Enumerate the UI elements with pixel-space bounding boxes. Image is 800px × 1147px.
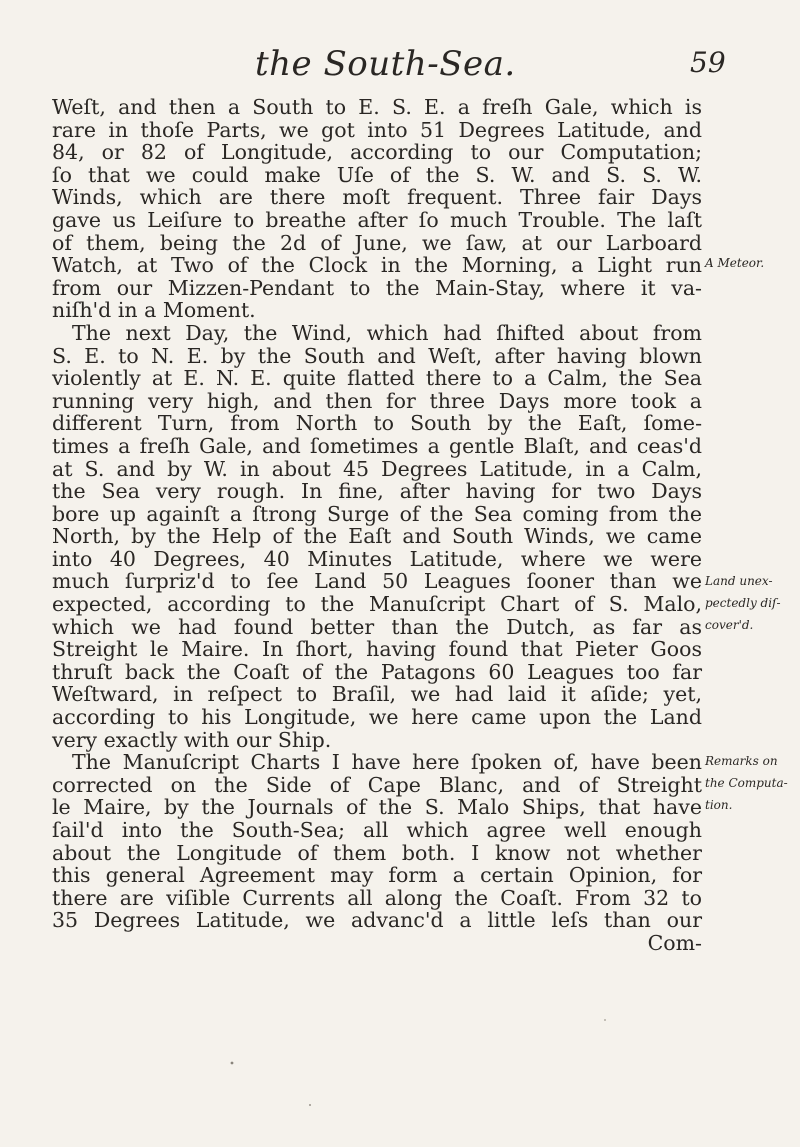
margin-note-land-line-1: Land unex-	[705, 574, 773, 588]
text-line: times a freſh Gale, and ſometimes a gentle Blaſt, and ceas'd	[52, 433, 702, 458]
text-line: The Manuſcript Charts I have here ſpoken of, have been	[72, 750, 702, 775]
text-line: about the Longitude of them both. I know not whether	[52, 840, 702, 865]
text-line: into 40 Degrees, 40 Minutes Latitude, where we were	[52, 546, 702, 571]
text-line: bore up againſt a ſtrong Surge of the Sea coming from the	[52, 501, 702, 526]
paper-speck	[309, 1104, 311, 1106]
text-line: which we had found better than the Dutch, as far as	[52, 614, 702, 639]
text-line: 35 Degrees Latitude, we advanc'd a little leſs than our	[52, 908, 702, 933]
text-line: Weſt, and then a South to E. S. E. a freſh Gale, which is	[52, 95, 702, 119]
text-line: from our Mizzen-Pendant to the Main-Stay, where it va-	[52, 275, 702, 300]
catchword: Com-	[647, 930, 702, 955]
text-line: The next Day, the Wind, which had ſhifted about from	[72, 320, 702, 345]
text-line: Watch, at Two of the Clock in the Morning, a Light run	[52, 253, 702, 278]
running-head	[0, 36, 800, 86]
body-text	[52, 96, 702, 955]
paper-speck	[231, 1062, 234, 1065]
text-line: at S. and by W. in about 45 Degrees Latitude, in a Calm,	[52, 456, 702, 481]
page-number: 59	[690, 46, 726, 79]
text-line: according to his Longitude, we here came upon the Land	[52, 705, 702, 730]
text-line: the Sea very rough. In fine, after having for two Days	[52, 479, 702, 504]
text-line: of them, being the 2d of June, we ſaw, at our Larboard	[52, 230, 702, 255]
margin-note-meteor: A Meteor.	[705, 256, 765, 270]
text-line: running very high, and then for three Days more took a	[52, 388, 702, 413]
text-line: thruſt back the Coaſt of the Patagons 60 Leagues too far	[52, 659, 702, 684]
text-line: le Maire, by the Journals of the S. Malo Ships, that have	[52, 795, 702, 820]
text-line: Streight le Maire. In ſhort, having found that Pieter Goos	[52, 637, 702, 662]
text-line: expected, according to the Manuſcript Chart of S. Malo,	[52, 592, 702, 617]
text-line: Winds, which are there moſt frequent. Three fair Days	[52, 185, 702, 210]
margin-note-land-line-3: cover'd.	[705, 618, 754, 632]
text-line: 84, or 82 of Longitude, according to our Computation;	[52, 140, 702, 165]
text-line: Weſtward, in reſpect to Braſil, we had laid it aſide; yet,	[52, 682, 702, 707]
text-line: ſo that we could make Uſe of the S. W. and S. S. W.	[52, 162, 702, 187]
text-line: much ſurpriz'd to ſee Land 50 Leagues ſooner than we	[52, 569, 702, 594]
text-line: very exactly with our Ship.	[52, 727, 332, 752]
text-line: corrected on the Side of Cape Blanc, and of Streight	[52, 772, 702, 797]
running-title: the South-Sea.	[255, 44, 516, 84]
text-line: this general Agreement may form a certain Opinion, for	[52, 863, 702, 888]
text-line: S. E. to N. E. by the South and Weſt, after having blown	[52, 343, 702, 368]
margin-note-remarks-line-2: the Computa-	[705, 776, 788, 790]
text-line: gave us Leiſure to breathe after ſo much Trouble. The laſt	[52, 207, 702, 232]
margin-note-remarks-line-3: tion.	[705, 798, 733, 812]
text-line: violently at E. N. E. quite flatted there to a Calm, the Sea	[52, 366, 702, 391]
text-line: there are viſible Currents all along the Coaſt. From 32 to	[52, 885, 702, 910]
margin-note-land-line-2: pectedly diſ-	[705, 596, 781, 610]
text-line: ſail'd into the South-Sea; all which agree well enough	[52, 818, 702, 842]
text-line: different Turn, from North to South by the Eaſt, ſome-	[52, 411, 702, 436]
text-line: rare in thoſe Parts, we got into 51 Degrees Latitude, and	[52, 117, 702, 142]
margin-note-remarks-line-1: Remarks on	[705, 754, 778, 768]
text-line: North, by the Help of the Eaſt and South Winds, we came	[52, 524, 702, 549]
paper-speck	[604, 1019, 606, 1021]
text-line: niſh'd in a Moment.	[52, 298, 256, 323]
